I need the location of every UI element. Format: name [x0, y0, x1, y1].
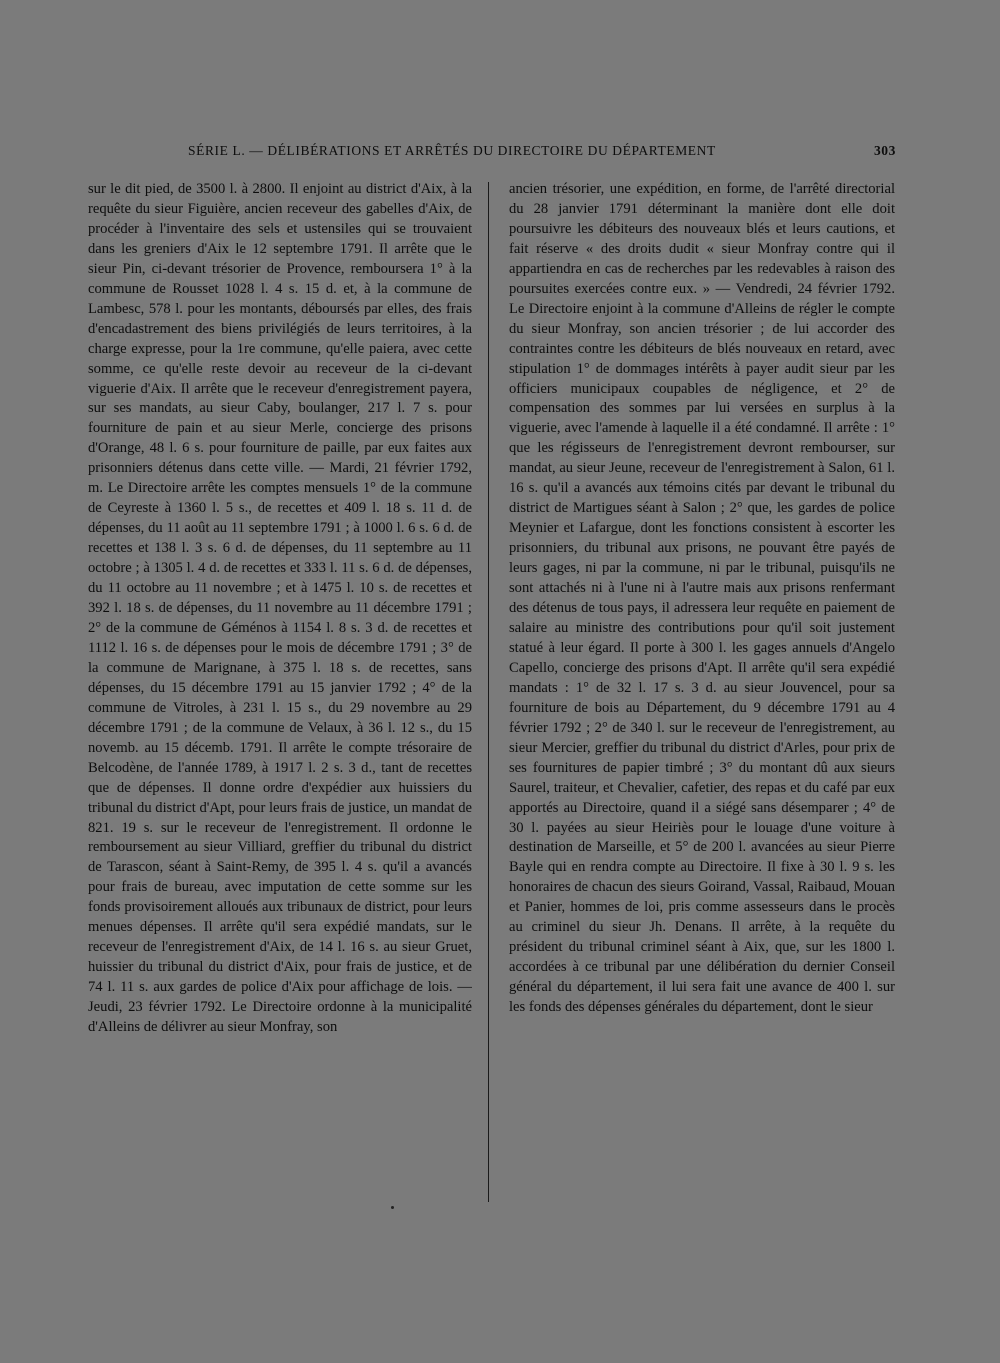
page-number: 303 [873, 143, 896, 158]
header-title: SÉRIE L. — DÉLIBÉRATIONS ET ARRÊTÉS DU DIRECTOIRE DU DÉPARTEMENT [188, 143, 716, 158]
right-column-text: ancien trésorier, une expédition, en forme, de l'arrêté directorial du 28 janvier 1791 déterminant la manière dont elle doit poursuivre les débiteurs des nouveaux blés et leurs cautions, et fait réserve « des droits dudit « sieur Monfray contre qui il appartiendra en cas de recherches par les redevables à raison des poursuites exercées contre eux. » — Vendredi, 24 février 1792. Le Directoire enjoint à la commune d'Alleins de régler le compte du sieur Monfray, son ancien trésorier ; de lui accorder des contraintes contre les débiteurs de blés nouveaux en retard, avec stipulation 1° de dommages intérêts à payer audit sieur par les officiers municipaux coupables de négligence, et 2° de compensation des sommes par lui versées en surplus à la viguerie, avec l'amende à laquelle il a été condamné. Il arrête : 1° que les régisseurs de l'enregistrement devront rembourser, sur mandat, au sieur Jeune, receveur de l'enregistrement à Salon, 61 l. 16 s. qu'il a avancés aux témoins cités par devant le tribunal du district de Martigues séant à Salon ; 2° que, les gardes de police Meynier et Lafargue, dont les fonctions consistent à escorter les prisonniers, du tribunal aux prisons, ne pouvant être payés de leurs gages, ni par la commune, ni par le tribunal, puisqu'ils ne sont attachés ni à l'une ni à l'autre mais aux prisons renfermant des détenus de tous pays, il adressera leur requête en paiement de salaire au ministre des contributions pour qu'il soit justement statué à leur égard. Il porte à 300 l. les gages annuels d'Angelo Capello, concierge des prisons d'Apt. Il arrête qu'il sera expédié mandats : 1° de 32 l. 17 s. 3 d. au sieur Jouvencel, pour sa fourniture de bois au Département, du 9 décembre 1791 au 4 février 1792 ; 2° de 340 l. sur le receveur de l'enregistrement, au sieur Mercier, greffier du tribunal du district d'Arles, pour prix de ses fournitures de papier timbré ; 3° du montant dû aux sieurs Saurel, traiteur, et Chevalier, cafetier, des repas et du café par eux apportés au Directoire, quand il a siégé sans désemparer ; 4° de 30 l. payées au sieur Heiriès pour le louage d'une voiture à destination de Marseille, et 5° de 200 l. avancées au sieur Pierre Bayle qui en rendra compte au Directoire. Il fixe à 30 l. 9 s. les honoraires de chacun des sieurs Goirand, Vassal, Raibaud, Mouan et Panier, hommes de loi, pris comme assesseurs dans le procès au criminel du sieur Jh. Denans. Il arrête, à la requête du président du tribunal criminel séant à Aix, que, sur les 1800 l. accordées à ce tribunal par une délibération du dernier Conseil général du département, il lui sera fait une avance de 400 l. sur les fonds des dépenses générales du département, dont le sieur [509, 181, 895, 1016]
running-header [188, 143, 900, 163]
page-mark [391, 1206, 394, 1209]
left-column-text: sur le dit pied, de 3500 l. à 2800. Il enjoint au district d'Aix, à la requête du sieur Figuière, ancien receveur des gabelles d'Aix, de procéder à l'inventaire des sels et ustensiles qui se trouvaient dans les greniers d'Aix le 12 septembre 1791. Il arrête que le sieur Pin, ci-devant trésorier de Provence, remboursera 1° à la commune de Rousset 1028 l. 4 s. 15 d. et, à la commune de Lambesc, 578 l. pour les montants, déboursés par elles, des frais d'encadastrement des biens privilégiés de leurs territoires, à la charge expresse, pour la 1re commune, qu'elle paiera, avec cette somme, ce qu'elle reste devoir au receveur de la ci-devant viguerie d'Aix. Il arrête que le receveur d'enregistrement payera, sur ses mandats, au sieur Caby, boulanger, 217 l. 7 s. pour fourniture de pain et au sieur Merle, concierge des prisons d'Orange, 48 l. 6 s. pour fourniture de paille, par eux faites aux prisonniers détenus dans cette ville. — Mardi, 21 février 1792, m. Le Directoire arrête les comptes mensuels 1° de la commune de Ceyreste à 1360 l. 5 s., de recettes et 409 l. 18 s. 11 d. de dépenses, du 11 août au 11 septembre 1791 ; à 1000 l. 6 s. 6 d. de recettes et 138 l. 3 s. 6 d. de dépenses, du 11 septembre au 11 octobre ; à 1305 l. 4 d. de recettes et 333 l. 11 s. 6 d. de dépenses, du 11 octobre au 11 novembre ; et à 1475 l. 10 s. de recettes et 392 l. 18 s. de dépenses, du 11 novembre au 11 décembre 1791 ; 2° de la commune de Géménos à 1154 l. 8 s. 3 d. de recettes et 1112 l. 16 s. de dépenses pour le mois de décembre 1791 ; 3° de la commune de Marignane, à 375 l. 18 s. de recettes, sans dépenses, du 15 décembre 1791 au 15 janvier 1792 ; 4° de la commune de Vitroles, à 231 l. 15 s., du 29 novembre au 29 décembre 1791 ; de la commune de Velaux, à 36 l. 12 s., du 15 novemb. au 15 décemb. 1791. Il arrête le compte trésoraire de Belcodène, de l'année 1789, à 1917 l. 2 s. 3 d., tant de recettes que de dépenses. Il donne ordre d'expédier aux huissiers du tribunal du district d'Apt, pour leurs frais de justice, un mandat de 821. 19 s. sur le receveur de l'enregistrement. Il ordonne le remboursement au sieur Villiard, greffier du tribunal du district de Tarascon, séant à Saint-Remy, de 395 l. 4 s. qu'il a avancés pour frais de bureau, avec imputation de cette somme sur les fonds provisoirement alloués aux tribunaux de district, pour leurs menues dépenses. Il arrête qu'il sera expédié mandats, sur le receveur de l'enregistrement d'Aix, de 14 l. 16 s. au sieur Gruet, huissier du tribunal du district d'Aix, pour frais de justice, et de 74 l. 11 s. aux gardes de police d'Aix pour affichage de lois. — Jeudi, 23 février 1792. Le Directoire ordonne à la municipalité d'Alleins de délivrer au sieur Monfray, son [88, 181, 472, 1036]
column-divider [488, 182, 489, 1202]
left-column [88, 180, 472, 1200]
right-column [509, 180, 895, 1200]
